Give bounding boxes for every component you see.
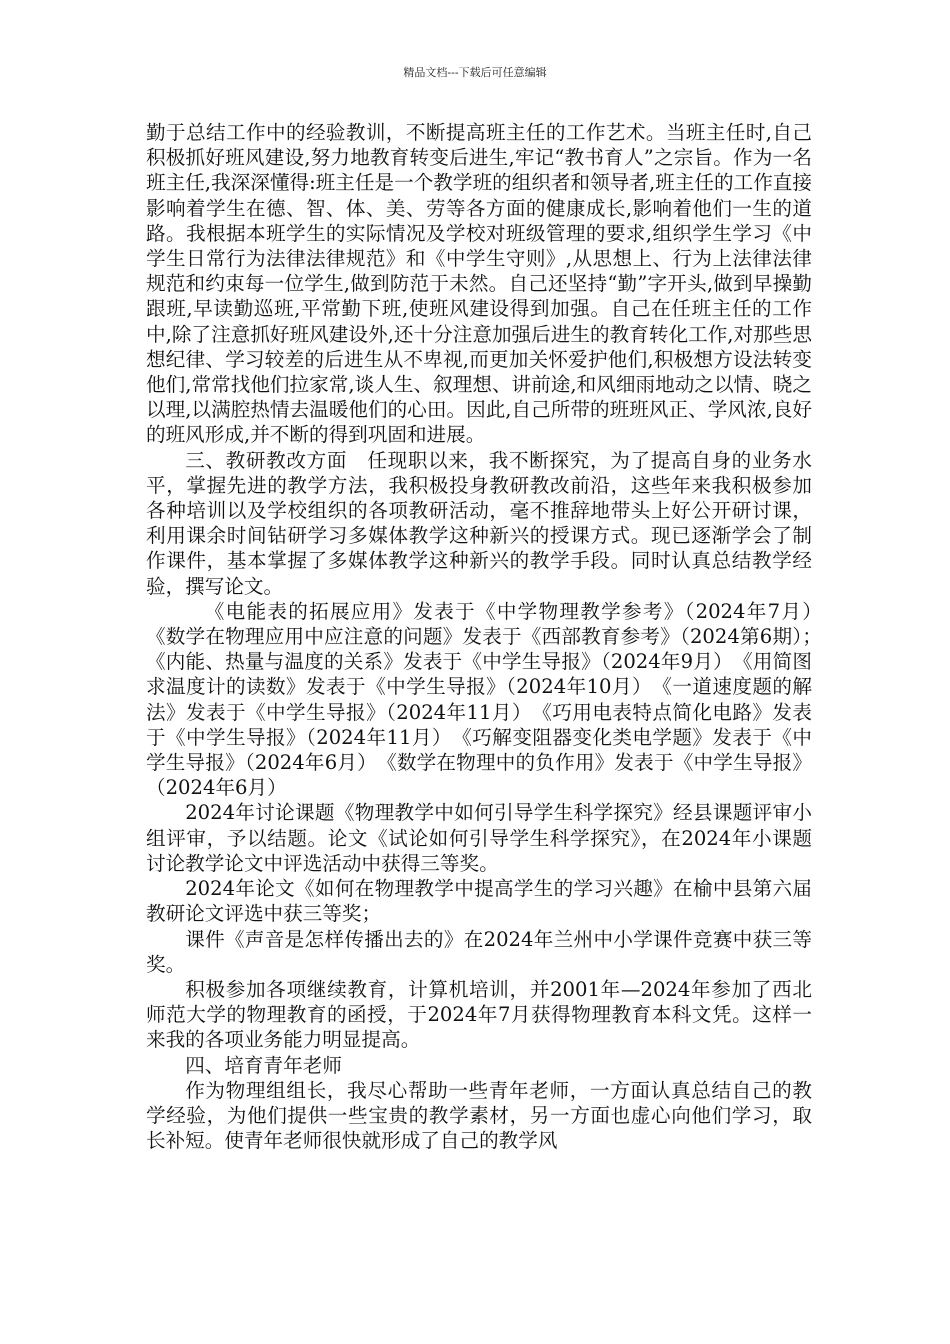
paragraph-paper-award: 2024年论文《如何在物理教学中提高学生的学习兴趣》在榆中县第六届教研论文评选中获三等奖； [146,877,812,926]
document-body [146,120,832,1153]
paragraph-courseware-award: 课件《声音是怎样传播出去的》在2024年兰州中小学课件竞赛中获三等奖。 [146,927,812,976]
paragraph-research-project: 2024年讨论课题《物理教学中如何引导学生科学探究》经县课题评审小组评审，予以结题。论文《试论如何引导学生科学探究》，在2024年小课题讨论教学论文中评选活动中获得三等奖。 [146,801,812,875]
paragraph-class-management: 勤于总结工作中的经验教训，不断提高班主任的工作艺术。当班主任时,自己积极抓好班风建设,努力地教育转变后进生,牢记“教书育人”之宗旨。作为一名班主任,我深深懂得:班主任是一个教学班的组织者和领导者,班主任的工作直接影响着学生在德、智、体、美、劳等各方面的健康成长,影响着他们一生的道路。我根据本班学生的实际情况及学校对班级管理的要求,组织学生学习《中学生日常行为法律法律规范》和《中学生守则》,从思想上、行为上法律法律规范和约束每一位学生,做到防范于未然。自己还坚持“勤”字开头,做到早操勤跟班,早读勤巡班,平常勤下班,使班风建设得到加强。自己在任班主任的工作中,除了注意抓好班风建设外,还十分注意加强后进生的教育转化工作,对那些思想纪律、学习较差的后进生从不卑视,而更加关怀爱护他们,积极想方设法转变他们,常常找他们拉家常,谈人生、叙理想、讲前途,和风细雨地动之以情、晓之以理,以满腔热情去温暖他们的心田。因此,自己所带的班班风正、学风浓,良好的班风形成,并不断的得到巩固和进展。 [146,121,812,447]
page-header: 精品文档---下载后可任意编辑 [403,66,547,79]
paragraph-teaching-research: 三、教研教改方面 任现职以来，我不断探究，为了提高自身的业务水平，掌握先进的教学方法，我积极投身教研教改前沿，这些年来我积极参加各种培训以及学校组织的各项教研活动，毫不推辞地带头上好公开研讨课，利用课余时间钻研学习多媒体教学这种新兴的授课方式。现已逐渐学会了制作课件，基本掌握了多媒体教学这种新兴的教学手段。同时认真总结教学经验，撰写论文。 [146,448,812,598]
paragraph-young-teachers: 作为物理组组长，我尽心帮助一些青年老师，一方面认真总结自己的教学经验，为他们提供一些宝贵的教学素材，另一方面也虚心向他们学习，取长补短。使青年老师很快就形成了自己的教学风 [146,1078,812,1153]
section-heading-young-teachers: 四、培育青年老师 [185,1053,342,1077]
paragraph-publications: 《电能表的拓展应用》发表于《中学物理教学参考》（2024年7月） 《数学在物理应用中应注意的问题》发表于《西部教育参考》（2024第6期）； 《内能、热量与温度的关系》发表于《中学生导报》（2024年9月） 《用简图求温度计的读数》发表于《中学生导报》（2024年10月） 《一道速度题的解法》发表于《中学生导报》（2024年11月） 《巧用电表特点简化电路》发表于《中学生导报》（2024年11月） 《巧解变阻器变化类电学题》发表于《中学生导报》（2024年6月） 《数学在物理中的负作用》发表于《中学生导报》（2024年6月） [146,599,832,800]
paragraph-continuing-education: 积极参加各项继续教育，计算机培训，并2001年—2024年参加了西北师范大学的物理教育的函授，于2024年7月获得物理教育本科文凭。这样一来我的各项业务能力明显提高。 [146,977,812,1052]
